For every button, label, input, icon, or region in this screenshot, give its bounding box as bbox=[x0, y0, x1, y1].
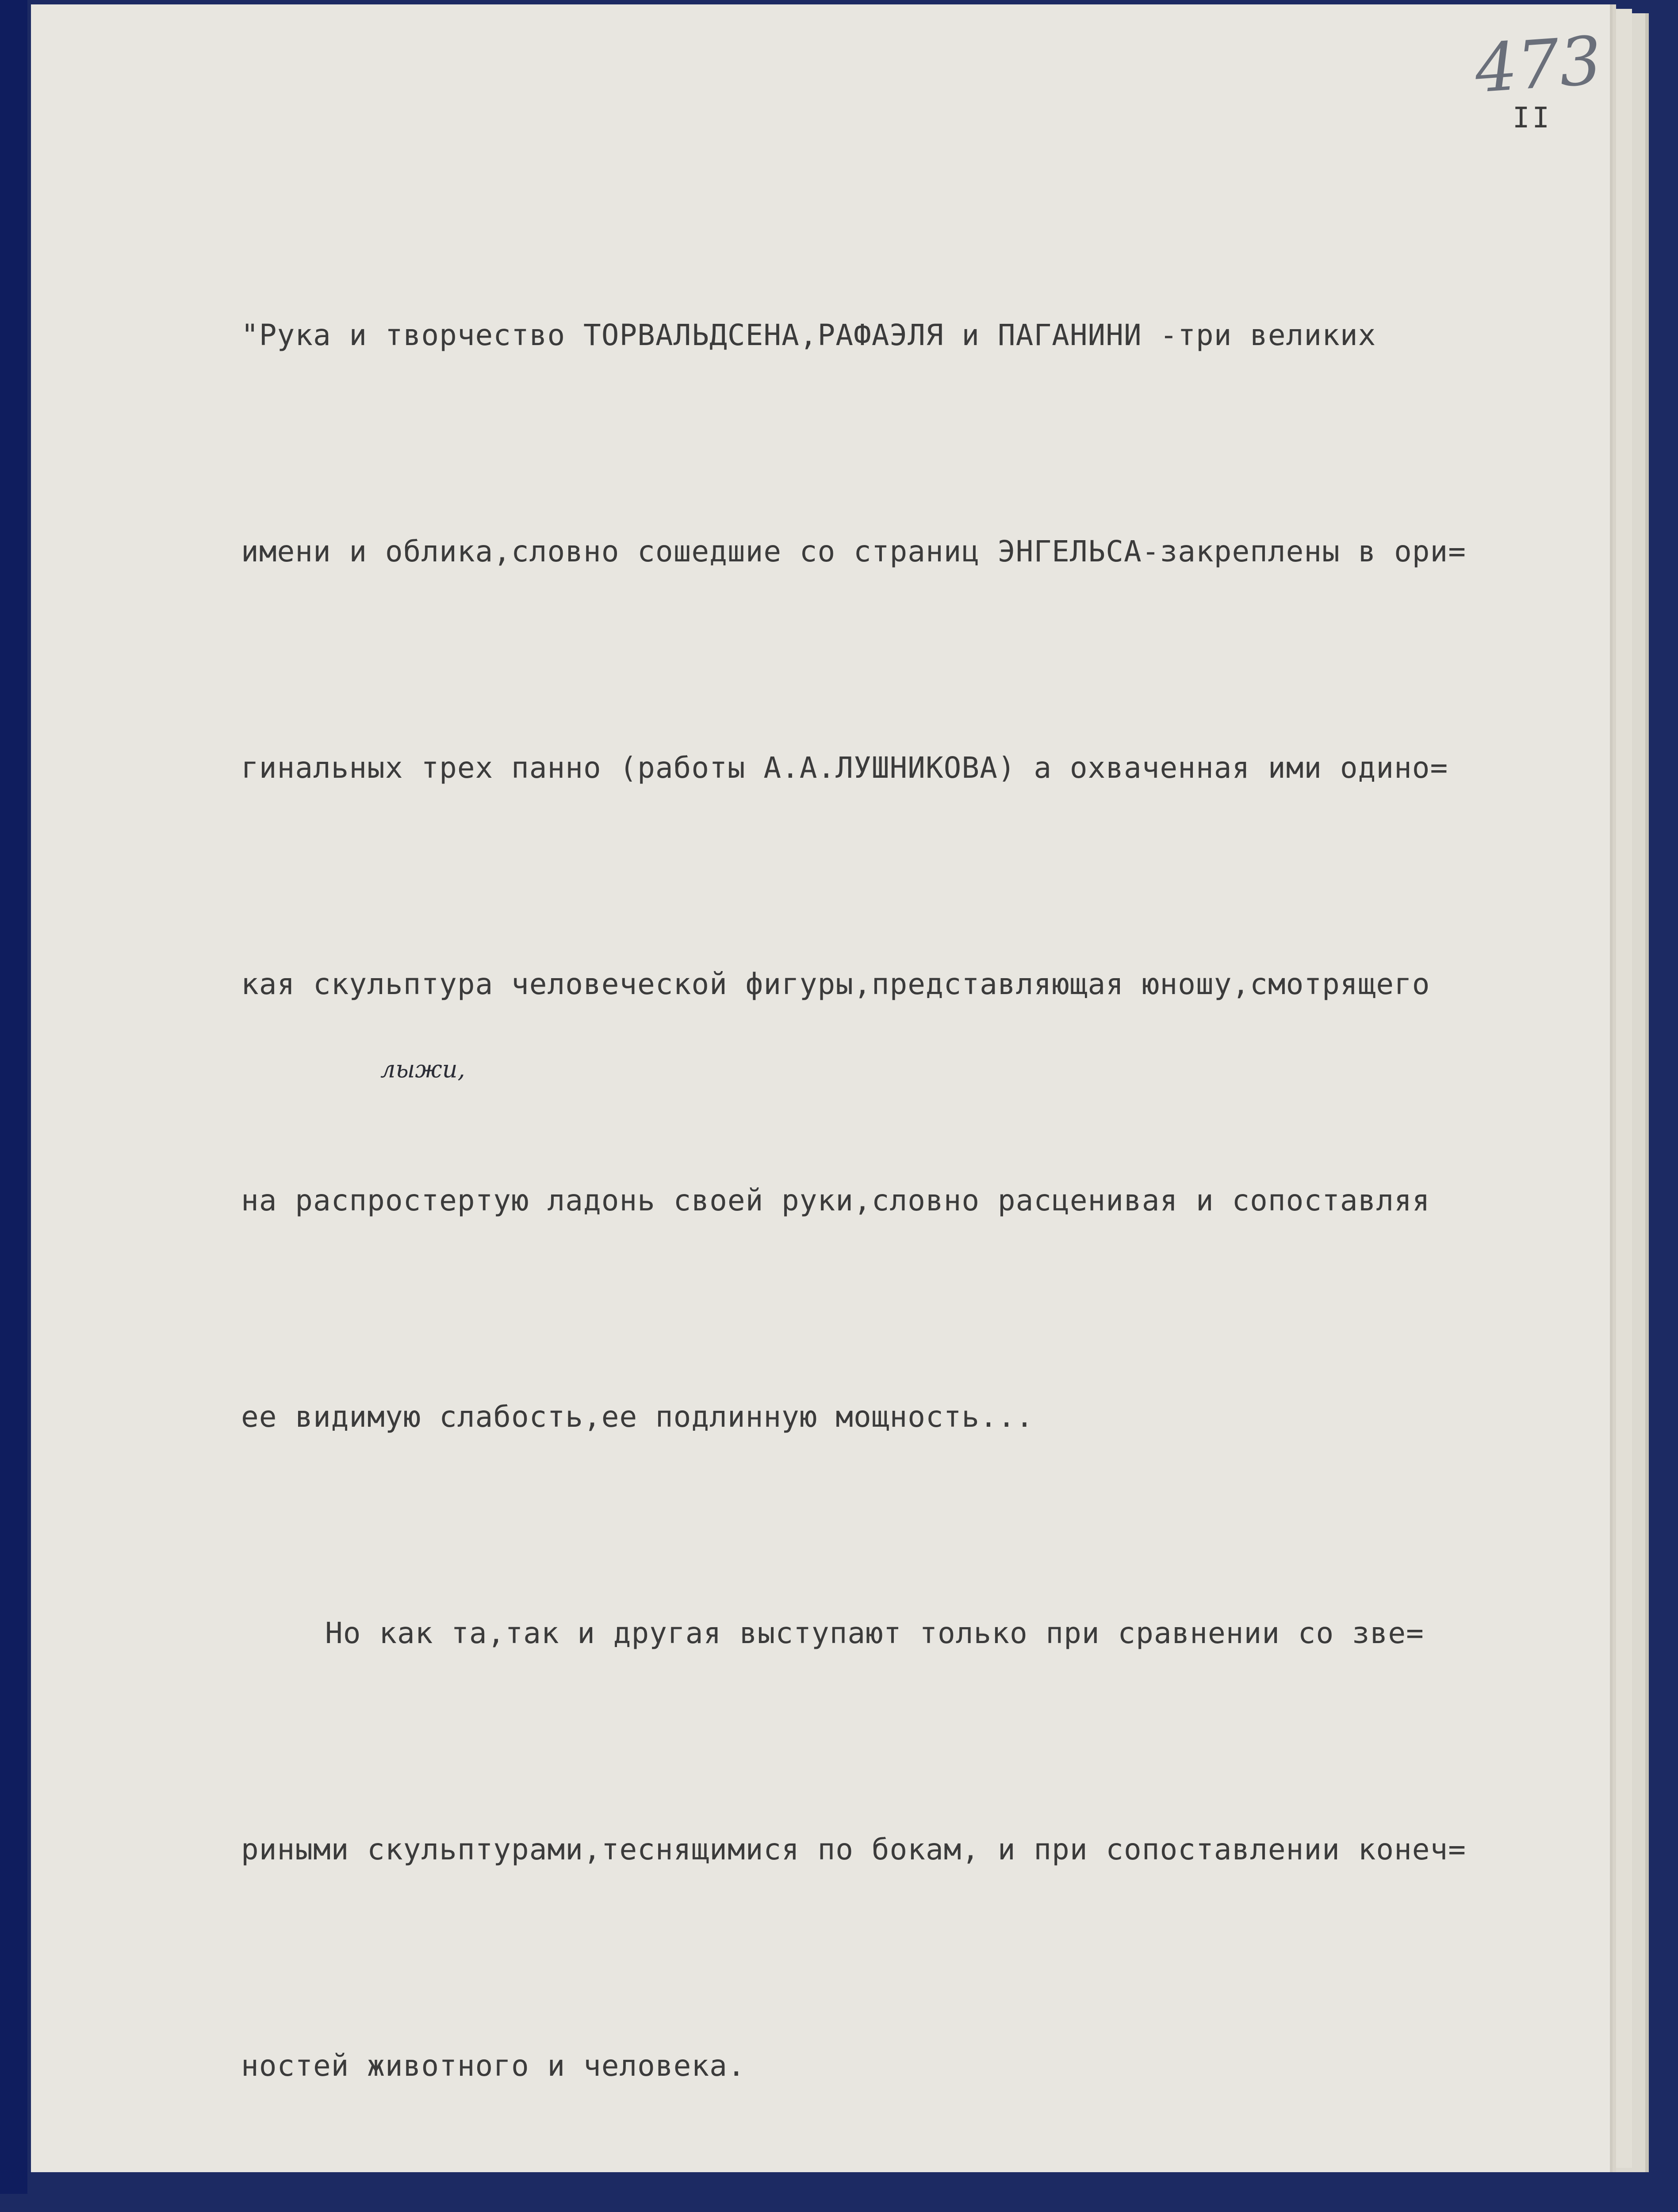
text-line: кая скульптура человеческой фигуры,представляющая юношу,смотрящего bbox=[241, 967, 1430, 1001]
text-line: имени и облика,словно сошедшие со страниц ЭНГЕЛЬСА-закреплены в ори= bbox=[241, 534, 1467, 568]
document-body bbox=[241, 155, 1568, 2212]
text-line: на распростертую ладонь своей руки,словно расценивая и сопоставляя bbox=[241, 1183, 1430, 1217]
handwritten-insertion: лыжи, bbox=[380, 1055, 465, 1083]
text-line: гинальных трех панно (работы А.А.ЛУШНИКОВА) а охваченная ими одино= bbox=[241, 751, 1448, 785]
text-line: ностей животного и человека. bbox=[241, 2049, 746, 2083]
text-line: ее видимую слабость,ее подлинную мощность... bbox=[241, 1400, 1034, 1434]
archival-folio-number: 473 bbox=[1472, 22, 1605, 108]
page-number: II bbox=[1513, 102, 1552, 134]
text-line: "Рука и творчество ТОРВАЛЬДСЕНА,РАФАЭЛЯ и ПАГАНИНИ -три великих bbox=[241, 318, 1376, 352]
scan-frame bbox=[0, 0, 27, 2194]
text-line: Но как та,так и другая выступают только при сравнении со зве= bbox=[325, 1616, 1424, 1650]
text-line: риными скульптурами,теснящимися по бокам, и при сопоставлении конеч= bbox=[241, 1832, 1467, 1866]
